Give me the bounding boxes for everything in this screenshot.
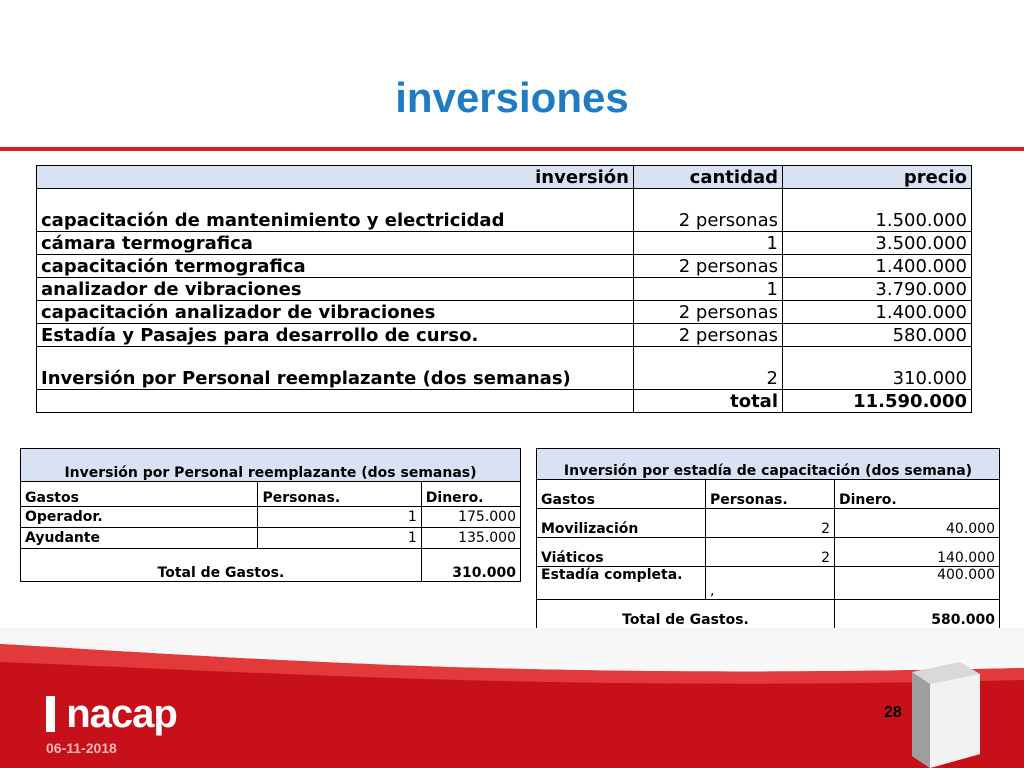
header-personas: Personas.	[706, 480, 835, 509]
row-persons: 2	[706, 538, 835, 567]
page-number: 28	[884, 704, 902, 721]
row-price: 1.500.000	[783, 189, 972, 232]
row-money: 135.000	[421, 528, 520, 549]
stay-expenses-table	[536, 448, 1000, 629]
row-money: 40.000	[835, 509, 1000, 538]
row-money: 140.000	[835, 538, 1000, 567]
table-row	[37, 324, 972, 347]
row-money: 400.000	[835, 567, 1000, 600]
total-label: total	[634, 390, 783, 413]
row-persons: ,	[706, 567, 835, 600]
row-item: Inversión por Personal reemplazante (dos semanas)	[37, 347, 634, 390]
header-price: precio	[783, 166, 972, 189]
total-value: 580.000	[835, 600, 1000, 629]
header-quantity: cantidad	[634, 166, 783, 189]
table-row	[537, 538, 1000, 567]
table-row	[37, 278, 972, 301]
row-price: 580.000	[783, 324, 972, 347]
total-row	[537, 600, 1000, 629]
row-price: 3.500.000	[783, 232, 972, 255]
row-qty: 2 personas	[634, 324, 783, 347]
row-item: analizador de vibraciones	[37, 278, 634, 301]
table-row	[37, 255, 972, 278]
slide-date: 06-11-2018	[46, 740, 117, 756]
row-label: Viáticos	[537, 538, 706, 567]
table-row	[37, 189, 972, 232]
table-row	[37, 232, 972, 255]
table-row	[537, 509, 1000, 538]
personal-expenses-table	[20, 448, 521, 582]
cube-graphic	[912, 662, 980, 768]
row-persons: 1	[258, 507, 421, 528]
row-persons: 2	[706, 509, 835, 538]
total-row	[21, 549, 521, 582]
row-item: capacitación termografica	[37, 255, 634, 278]
row-label: Movilización	[537, 509, 706, 538]
table-row	[37, 301, 972, 324]
stay-table-caption: Inversión por estadía de capacitación (dos semana)	[537, 449, 1000, 480]
table-row	[537, 567, 1000, 600]
total-label: Total de Gastos.	[21, 549, 422, 582]
logo-text: nacap	[66, 692, 177, 736]
total-empty-cell	[37, 390, 634, 413]
row-qty: 1	[634, 232, 783, 255]
row-price: 310.000	[783, 347, 972, 390]
investment-table	[36, 165, 972, 413]
row-qty: 2 personas	[634, 255, 783, 278]
row-persons: 1	[258, 528, 421, 549]
header-gastos: Gastos	[21, 482, 258, 507]
table-header-row	[37, 166, 972, 189]
personal-table-caption: Inversión por Personal reemplazante (dos semanas)	[21, 449, 521, 482]
row-price: 3.790.000	[783, 278, 972, 301]
total-value: 11.590.000	[783, 390, 972, 413]
row-price: 1.400.000	[783, 301, 972, 324]
header-dinero: Dinero.	[835, 480, 1000, 509]
total-row	[37, 390, 972, 413]
row-money: 175.000	[421, 507, 520, 528]
row-item: capacitación analizador de vibraciones	[37, 301, 634, 324]
total-value: 310.000	[421, 549, 520, 582]
total-label: Total de Gastos.	[537, 600, 835, 629]
row-qty: 2 personas	[634, 301, 783, 324]
row-price: 1.400.000	[783, 255, 972, 278]
table-row	[21, 507, 521, 528]
header-investment: inversión	[37, 166, 634, 189]
table-row	[21, 528, 521, 549]
row-label: Operador.	[21, 507, 258, 528]
row-label: Ayudante	[21, 528, 258, 549]
slide-title: inversiones	[395, 74, 629, 121]
header-gastos: Gastos	[537, 480, 706, 509]
row-qty: 1	[634, 278, 783, 301]
row-qty: 2	[634, 347, 783, 390]
row-qty: 2 personas	[634, 189, 783, 232]
row-item: capacitación de mantenimiento y electricidad	[37, 189, 634, 232]
row-label: Estadía completa.	[537, 567, 706, 600]
table-row	[37, 347, 972, 390]
header-personas: Personas.	[258, 482, 421, 507]
row-item: cámara termografica	[37, 232, 634, 255]
header-dinero: Dinero.	[421, 482, 520, 507]
title-divider	[0, 147, 1024, 151]
inacap-logo	[46, 692, 177, 737]
row-item: Estadía y Pasajes para desarrollo de curso.	[37, 324, 634, 347]
